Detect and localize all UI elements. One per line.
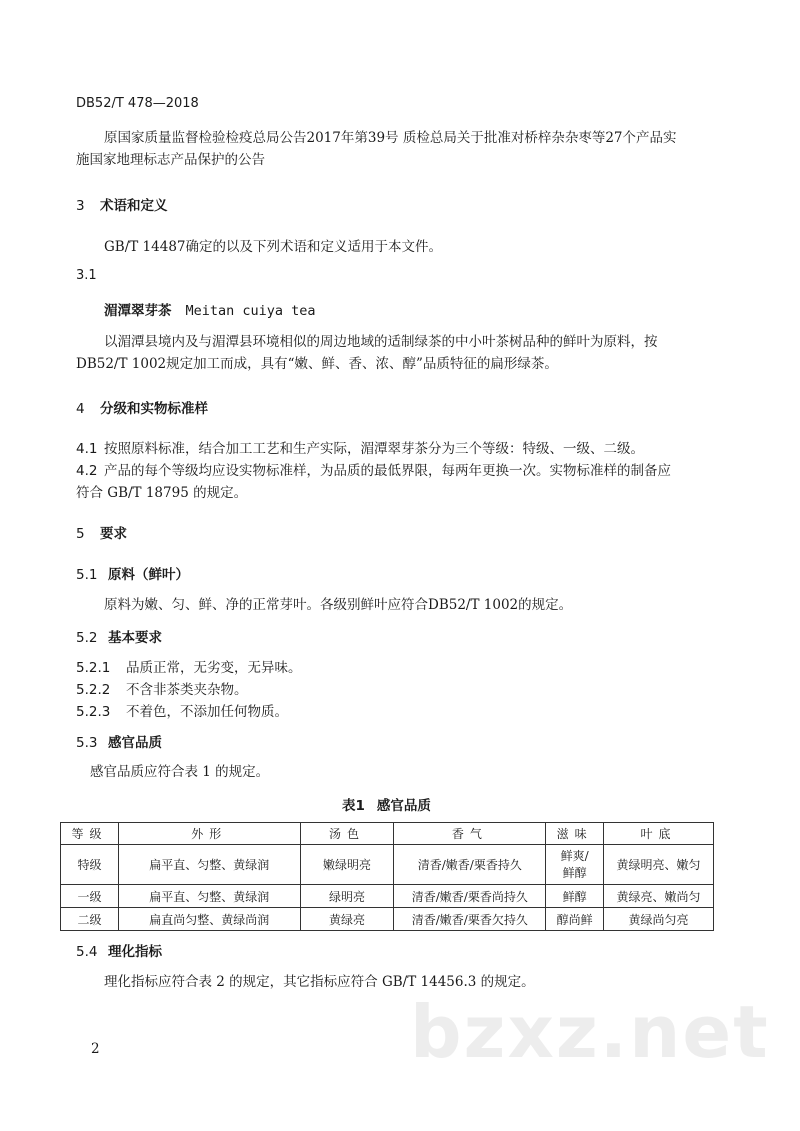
section-4-number: 4 — [76, 401, 85, 417]
section-3-intro: GB/T 14487确定的以及下列术语和定义适用于本文件。 — [104, 239, 442, 255]
table-cell-taste-line-1: 鲜爽/ — [560, 848, 589, 863]
clause-5-2-3-text: 不着色，不添加任何物质。 — [126, 704, 288, 720]
table-cell-infused-leaf: 黄绿尚匀亮 — [604, 908, 714, 931]
term-definition-line-1: 以湄潭县境内及与湄潭县环境相似的周边地域的适制绿茶的中小叶茶树品种的鲜叶为原料，按 — [104, 334, 658, 350]
section-5-4-title: 理化指标 — [108, 944, 162, 960]
reference-line-1: 原国家质量监督检验检疫总局公告2017年第39号 质检总局关于批准对桥梓杂杂枣等27个产品实 — [104, 130, 677, 146]
term-chinese: 湄潭翠芽茶 — [104, 303, 172, 319]
clause-5-2-1-number: 5.2.1 — [76, 660, 111, 676]
section-5-3-number: 5.3 — [76, 735, 98, 751]
section-5-3-heading — [76, 731, 162, 751]
section-3-heading — [76, 194, 168, 214]
table-row — [61, 908, 714, 931]
table-cell-aroma: 清香/嫩香/栗香欠持久 — [394, 908, 546, 931]
clause-4-1 — [76, 437, 644, 457]
table-cell-infused-leaf: 黄绿亮、嫩尚匀 — [604, 885, 714, 908]
table-cell-aroma: 清香/嫩香/栗香尚持久 — [394, 885, 546, 908]
table-cell-appearance: 扁平直、匀整、黄绿润 — [118, 885, 300, 908]
section-5-1-number: 5.1 — [76, 567, 98, 583]
clause-5-2-1-text: 品质正常，无劣变，无异味。 — [126, 660, 302, 676]
table-cell-liquor-color: 黄绿亮 — [300, 908, 394, 931]
table-cell-taste: 醇尚鲜 — [546, 908, 604, 931]
clause-5-2-3-number: 5.2.3 — [76, 704, 111, 720]
section-5-4-text: 理化指标应符合表 2 的规定，其它指标应符合 GB/T 14456.3 的规定。 — [104, 974, 535, 990]
table-cell-aroma: 清香/嫩香/栗香持久 — [394, 845, 546, 885]
table-cell-appearance: 扁平直、匀整、黄绿润 — [118, 845, 300, 885]
watermark: bzxz.net — [410, 990, 770, 1074]
section-3-1-number: 3.1 — [76, 268, 97, 283]
table-1-caption — [342, 794, 431, 814]
section-3-number: 3 — [76, 198, 85, 214]
clause-4-2 — [76, 459, 671, 479]
table-cell-taste — [546, 845, 604, 885]
table-1-caption-number: 表1 — [342, 798, 365, 814]
table-cell-liquor-color: 嫩绿明亮 — [300, 845, 394, 885]
clause-5-2-3 — [76, 700, 288, 720]
section-5-4-number: 5.4 — [76, 944, 98, 960]
table-1-caption-title: 感官品质 — [376, 798, 431, 814]
section-5-heading — [76, 522, 127, 542]
section-5-number: 5 — [76, 526, 85, 542]
table-cell-grade: 二级 — [61, 908, 119, 931]
table-header-grade: 等级 — [61, 823, 119, 845]
table-header-aroma: 香气 — [394, 823, 546, 845]
term-entry — [104, 299, 316, 319]
clause-5-2-1 — [76, 656, 302, 676]
page-number: 2 — [91, 1041, 100, 1057]
table-header-liquor-color: 汤色 — [300, 823, 394, 845]
table-cell-liquor-color: 绿明亮 — [300, 885, 394, 908]
table-header-infused-leaf: 叶底 — [604, 823, 714, 845]
term-definition-line-2: DB52/T 1002规定加工而成，具有“嫩、鲜、香、浓、醇”品质特征的扁形绿茶。 — [76, 356, 558, 372]
document-code: DB52/T 478—2018 — [76, 96, 199, 111]
table-cell-taste-line-2: 鲜醇 — [562, 865, 587, 880]
clause-5-2-2-text: 不含非茶类夹杂物。 — [126, 682, 248, 698]
clause-5-2-2 — [76, 678, 248, 698]
clause-4-1-number: 4.1 — [76, 441, 98, 457]
section-3-title: 术语和定义 — [100, 198, 168, 214]
section-5-2-number: 5.2 — [76, 630, 98, 646]
sensory-quality-table — [60, 822, 714, 931]
table-row — [61, 885, 714, 908]
table-cell-taste: 鲜醇 — [546, 885, 604, 908]
section-5-title: 要求 — [100, 526, 127, 542]
clause-5-2-2-number: 5.2.2 — [76, 682, 111, 698]
section-5-3-title: 感官品质 — [108, 735, 162, 751]
section-5-2-heading — [76, 626, 162, 646]
table-header-row — [61, 823, 714, 845]
table-cell-grade: 一级 — [61, 885, 119, 908]
section-4-heading — [76, 397, 208, 417]
clause-4-2-number: 4.2 — [76, 463, 98, 479]
clause-4-2-continued: 符合 GB/T 18795 的规定。 — [76, 485, 248, 501]
clause-4-1-text: 按照原料标准，结合加工工艺和生产实际，湄潭翠芽茶分为三个等级：特级、一级、二级。 — [104, 441, 644, 457]
section-5-2-title: 基本要求 — [108, 630, 162, 646]
section-5-3-text: 感官品质应符合表 1 的规定。 — [90, 764, 270, 780]
reference-line-2: 施国家地理标志产品保护的公告 — [76, 152, 265, 168]
table-cell-grade: 特级 — [61, 845, 119, 885]
table-header-taste: 滋味 — [546, 823, 604, 845]
section-5-4-heading — [76, 940, 162, 960]
section-5-1-text: 原料为嫩、匀、鲜、净的正常芽叶。各级别鲜叶应符合DB52/T 1002的规定。 — [104, 597, 573, 613]
section-5-1-title: 原料（鲜叶） — [108, 567, 189, 583]
clause-4-2-text: 产品的每个等级均应设实物标准样，为品质的最低界限，每两年更换一次。实物标准样的制备应 — [104, 463, 671, 479]
table-row — [61, 845, 714, 885]
term-english: Meitan cuiya tea — [185, 303, 316, 319]
section-4-title: 分级和实物标准样 — [100, 401, 208, 417]
table-header-appearance: 外形 — [118, 823, 300, 845]
table-cell-appearance: 扁直尚匀整、黄绿尚润 — [118, 908, 300, 931]
table-cell-infused-leaf: 黄绿明亮、嫩匀 — [604, 845, 714, 885]
section-5-1-heading — [76, 563, 189, 583]
